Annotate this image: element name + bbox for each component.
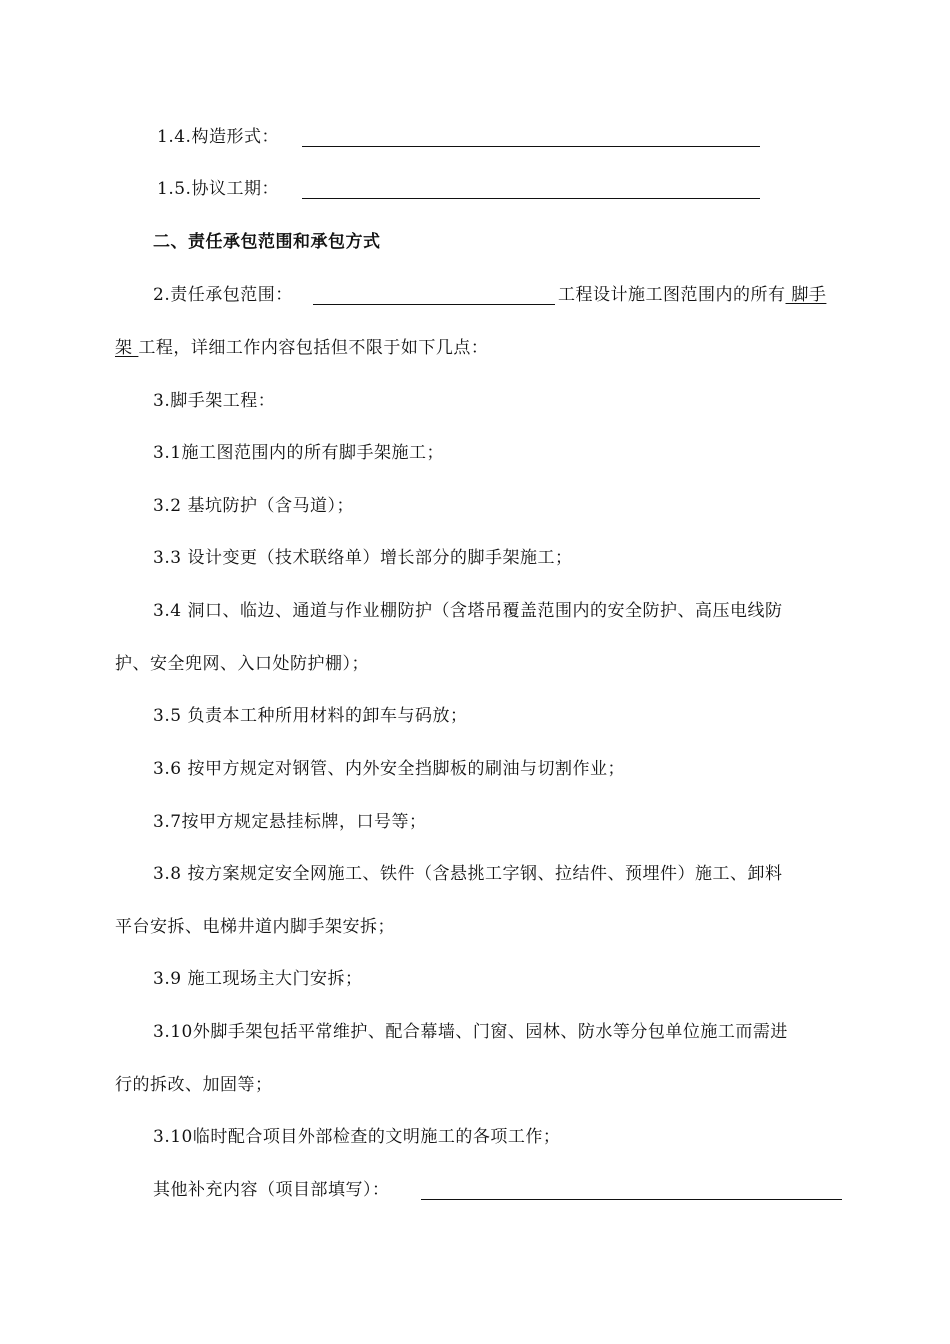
paragraph-scope-line2 [115, 337, 488, 359]
paragraph: 3.脚手架工程： [153, 391, 276, 411]
paragraph: 3.10临时配合项目外部检查的文明施工的各项工作； [153, 1127, 561, 1147]
underlined-text: 架 [115, 338, 139, 358]
underlined-text: 脚手 [785, 285, 827, 305]
field-supplementary [153, 1179, 390, 1201]
field-structure-form [157, 126, 279, 148]
paragraph: 3.8 按方案规定安全网施工、铁件（含悬挑工字钢、拉结件、预埋件）施工、卸料 [153, 864, 783, 884]
field-label: 2.责任承包范围： [153, 285, 293, 305]
field-label: 其他补充内容（项目部填写）： [153, 1180, 390, 1200]
field-agreement-period [157, 178, 279, 200]
paragraph: 行的拆改、加固等； [115, 1075, 273, 1095]
paragraph-scope-cont [558, 284, 826, 306]
paragraph: 3.10外脚手架包括平常维护、配合幕墙、门窗、园林、防水等分包单位施工而需进 [153, 1022, 788, 1042]
text: 工程，详细工作内容包括但不限于如下几点： [138, 338, 489, 358]
blank-line[interactable] [302, 126, 760, 147]
blank-line[interactable] [313, 284, 555, 305]
paragraph: 3.9 施工现场主大门安拆； [153, 969, 363, 989]
paragraph: 3.6 按甲方规定对钢管、内外安全挡脚板的刷油与切割作业； [153, 759, 625, 779]
field-label: 1.4.构造形式： [157, 127, 279, 147]
field-label: 1.5.协议工期： [157, 179, 279, 199]
paragraph: 3.2 基坑防护（含马道）； [153, 496, 354, 516]
paragraph-scope [153, 284, 293, 306]
paragraph: 护、安全兜网、入口处防护棚）； [115, 654, 369, 674]
section-heading: 二、责任承包范围和承包方式 [153, 232, 381, 252]
blank-line[interactable] [421, 1179, 842, 1200]
paragraph: 3.5 负责本工种所用材料的卸车与码放； [153, 706, 468, 726]
blank-line[interactable] [302, 178, 760, 199]
paragraph: 3.1施工图范围内的所有脚手架施工； [153, 443, 445, 463]
paragraph: 平台安拆、电梯井道内脚手架安拆； [115, 917, 395, 937]
paragraph: 3.3 设计变更（技术联络单）增长部分的脚手架施工； [153, 548, 573, 568]
text: 工程设计施工图范围内的所有 [558, 285, 786, 305]
paragraph: 3.7按甲方规定悬挂标牌，口号等； [153, 812, 427, 832]
paragraph: 3.4 洞口、临边、通道与作业棚防护（含塔吊覆盖范围内的安全防护、高压电线防 [153, 601, 783, 621]
